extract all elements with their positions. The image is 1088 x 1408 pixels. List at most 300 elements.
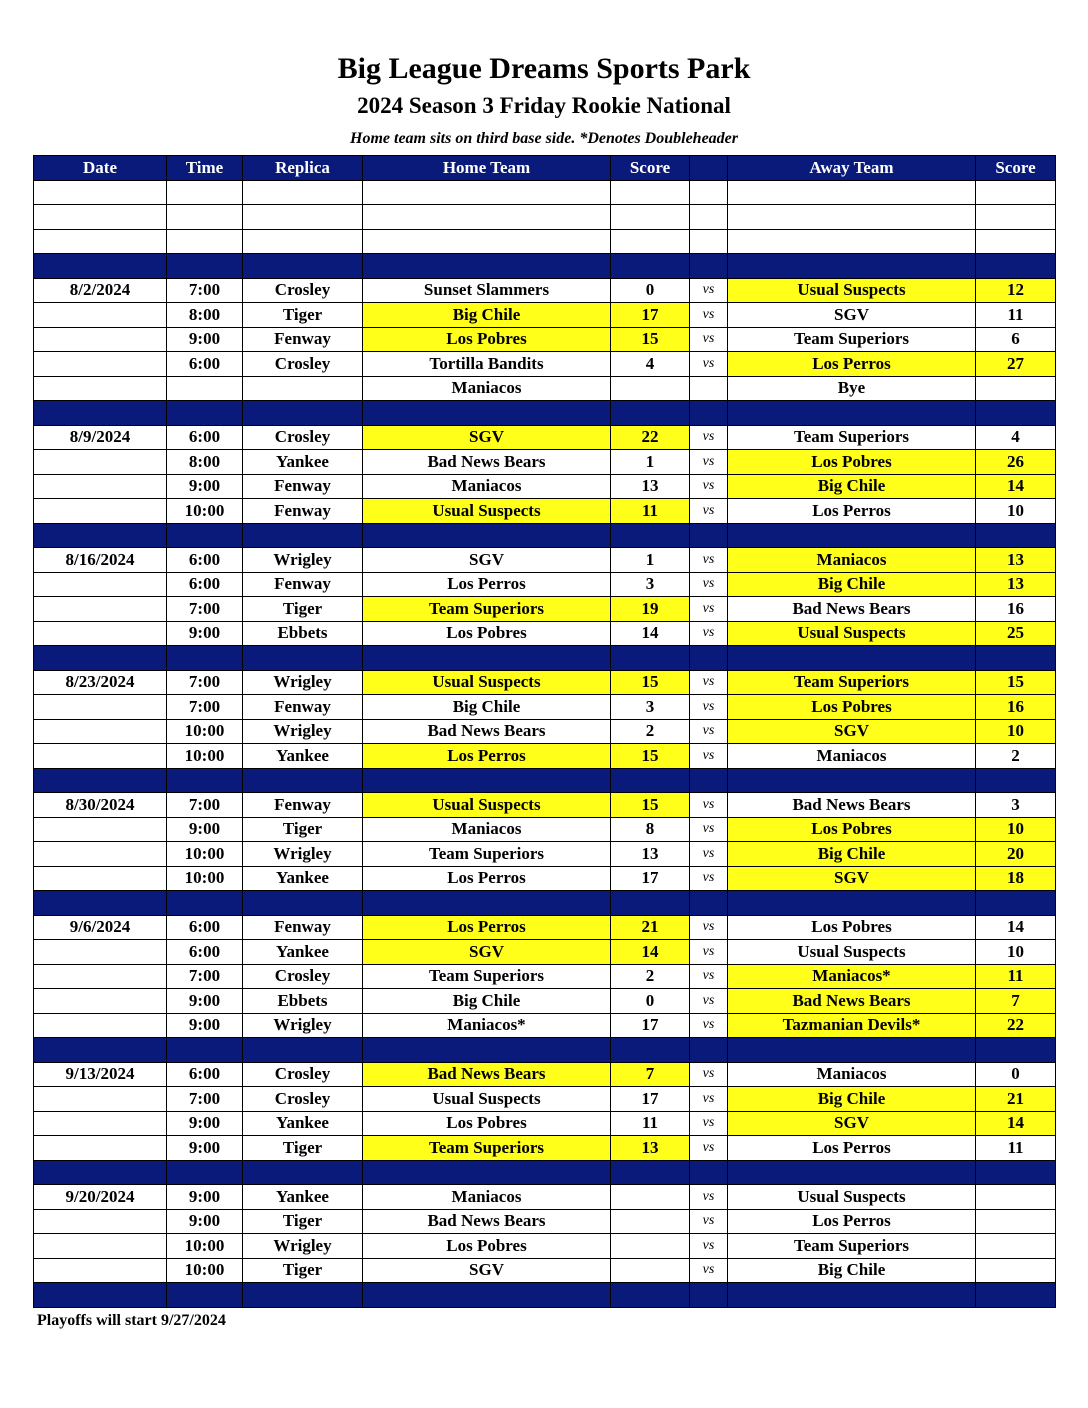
cell-home-team: Bad News Bears: [363, 1209, 611, 1234]
cell-home-team: Team Superiors: [363, 597, 611, 622]
cell-replica: Ebbets: [243, 989, 363, 1014]
separator-cell: [728, 523, 976, 548]
cell-replica: Yankee: [243, 1111, 363, 1136]
cell-date: [34, 474, 167, 499]
cell-date: 8/2/2024: [34, 278, 167, 303]
blank-cell: [363, 205, 611, 230]
separator-cell: [34, 523, 167, 548]
cell-home-score: [611, 1234, 690, 1259]
cell-away-score: 6: [976, 327, 1056, 352]
blank-cell: [243, 229, 363, 254]
cell-away-score: 10: [976, 940, 1056, 965]
cell-vs: [690, 376, 728, 401]
separator-cell: [363, 891, 611, 916]
cell-vs: vs: [690, 1185, 728, 1210]
cell-away-score: 2: [976, 744, 1056, 769]
cell-time: [167, 376, 243, 401]
game-row: [34, 793, 1056, 818]
separator-cell: [363, 1038, 611, 1063]
cell-date: [34, 376, 167, 401]
cell-away-team: Team Superiors: [728, 670, 976, 695]
cell-home-score: 15: [611, 327, 690, 352]
separator-cell: [611, 1038, 690, 1063]
game-row: [34, 1087, 1056, 1112]
col-date-header: Date: [34, 156, 167, 181]
cell-date: [34, 1209, 167, 1234]
cell-away-score: 12: [976, 278, 1056, 303]
cell-away-score: 11: [976, 1136, 1056, 1161]
game-row: [34, 719, 1056, 744]
cell-away-team: Bad News Bears: [728, 597, 976, 622]
cell-home-team: SGV: [363, 425, 611, 450]
cell-date: [34, 499, 167, 524]
cell-vs: vs: [690, 572, 728, 597]
separator-cell: [728, 401, 976, 426]
separator-cell: [976, 401, 1056, 426]
week-separator-row: [34, 1160, 1056, 1185]
cell-time: 9:00: [167, 1185, 243, 1210]
cell-away-team: Bad News Bears: [728, 793, 976, 818]
cell-replica: Fenway: [243, 915, 363, 940]
cell-vs: vs: [690, 1111, 728, 1136]
cell-time: 6:00: [167, 572, 243, 597]
separator-cell: [363, 1283, 611, 1308]
cell-time: 6:00: [167, 940, 243, 965]
col-time-header: Time: [167, 156, 243, 181]
separator-cell: [690, 1038, 728, 1063]
separator-cell: [976, 1160, 1056, 1185]
separator-cell: [363, 401, 611, 426]
cell-vs: vs: [690, 940, 728, 965]
cell-date: [34, 1087, 167, 1112]
cell-home-team: Usual Suspects: [363, 670, 611, 695]
game-row: [34, 499, 1056, 524]
cell-vs: vs: [690, 548, 728, 573]
game-row: [34, 1062, 1056, 1087]
separator-cell: [363, 768, 611, 793]
col-replica-header: Replica: [243, 156, 363, 181]
cell-time: 6:00: [167, 548, 243, 573]
cell-time: 7:00: [167, 670, 243, 695]
separator-cell: [690, 1283, 728, 1308]
separator-cell: [34, 254, 167, 279]
cell-time: 6:00: [167, 1062, 243, 1087]
blank-cell: [690, 229, 728, 254]
separator-cell: [34, 646, 167, 671]
game-row: [34, 670, 1056, 695]
cell-date: [34, 1111, 167, 1136]
game-row: [34, 597, 1056, 622]
cell-home-team: Big Chile: [363, 989, 611, 1014]
cell-time: 6:00: [167, 915, 243, 940]
cell-vs: vs: [690, 621, 728, 646]
cell-replica: Wrigley: [243, 719, 363, 744]
cell-replica: Crosley: [243, 1087, 363, 1112]
cell-replica: Tiger: [243, 1136, 363, 1161]
cell-away-team: Maniacos*: [728, 964, 976, 989]
cell-date: [34, 572, 167, 597]
game-row: [34, 1136, 1056, 1161]
cell-away-team: SGV: [728, 719, 976, 744]
cell-away-score: 10: [976, 719, 1056, 744]
cell-vs: vs: [690, 964, 728, 989]
cell-home-team: Maniacos: [363, 376, 611, 401]
cell-date: [34, 352, 167, 377]
cell-away-score: 14: [976, 1111, 1056, 1136]
cell-home-team: Bad News Bears: [363, 1062, 611, 1087]
separator-cell: [167, 401, 243, 426]
cell-date: [34, 866, 167, 891]
schedule-note: Home team sits on third base side. *Denotes Doubleheader: [350, 130, 738, 147]
separator-cell: [167, 523, 243, 548]
cell-replica: Fenway: [243, 793, 363, 818]
cell-away-score: 13: [976, 572, 1056, 597]
cell-replica: Tiger: [243, 303, 363, 328]
week-separator-row: [34, 523, 1056, 548]
cell-home-score: 17: [611, 303, 690, 328]
separator-cell: [728, 1283, 976, 1308]
page-subtitle: 2024 Season 3 Friday Rookie National: [357, 93, 731, 118]
cell-home-score: 13: [611, 1136, 690, 1161]
page-title: Big League Dreams Sports Park: [337, 52, 751, 85]
game-row: [34, 989, 1056, 1014]
cell-replica: Yankee: [243, 940, 363, 965]
cell-time: 7:00: [167, 793, 243, 818]
cell-vs: vs: [690, 915, 728, 940]
cell-vs: vs: [690, 866, 728, 891]
cell-time: 7:00: [167, 278, 243, 303]
cell-replica: Wrigley: [243, 1234, 363, 1259]
cell-vs: vs: [690, 474, 728, 499]
separator-cell: [167, 1038, 243, 1063]
cell-replica: Tiger: [243, 817, 363, 842]
game-row: [34, 915, 1056, 940]
separator-cell: [167, 768, 243, 793]
blank-cell: [167, 180, 243, 205]
separator-cell: [243, 523, 363, 548]
cell-away-team: Usual Suspects: [728, 278, 976, 303]
game-row: [34, 842, 1056, 867]
cell-vs: vs: [690, 1013, 728, 1038]
cell-time: 9:00: [167, 1136, 243, 1161]
separator-cell: [243, 254, 363, 279]
blank-cell: [728, 229, 976, 254]
cell-away-score: 16: [976, 695, 1056, 720]
cell-away-team: Team Superiors: [728, 327, 976, 352]
cell-away-score: 18: [976, 866, 1056, 891]
blank-cell: [243, 180, 363, 205]
cell-home-team: Maniacos: [363, 474, 611, 499]
separator-cell: [690, 768, 728, 793]
blank-cell: [167, 229, 243, 254]
cell-home-score: 8: [611, 817, 690, 842]
cell-away-team: Los Pobres: [728, 817, 976, 842]
cell-vs: vs: [690, 1258, 728, 1283]
separator-cell: [728, 1160, 976, 1185]
cell-away-score: [976, 1209, 1056, 1234]
cell-away-score: 27: [976, 352, 1056, 377]
cell-home-team: Los Perros: [363, 572, 611, 597]
cell-home-score: 15: [611, 670, 690, 695]
cell-away-score: 7: [976, 989, 1056, 1014]
separator-cell: [167, 1160, 243, 1185]
game-row: [34, 450, 1056, 475]
cell-home-team: Team Superiors: [363, 964, 611, 989]
cell-away-team: Maniacos: [728, 548, 976, 573]
cell-home-team: Usual Suspects: [363, 793, 611, 818]
schedule-table: [33, 155, 1056, 1308]
cell-replica: Crosley: [243, 352, 363, 377]
cell-date: 8/30/2024: [34, 793, 167, 818]
cell-vs: vs: [690, 597, 728, 622]
separator-cell: [34, 891, 167, 916]
game-row: [34, 940, 1056, 965]
separator-cell: [690, 523, 728, 548]
game-row: [34, 817, 1056, 842]
game-row: [34, 621, 1056, 646]
cell-away-team: Tazmanian Devils*: [728, 1013, 976, 1038]
cell-replica: Yankee: [243, 866, 363, 891]
cell-date: 8/16/2024: [34, 548, 167, 573]
cell-home-team: Maniacos*: [363, 1013, 611, 1038]
cell-home-score: 7: [611, 1062, 690, 1087]
week-separator-row: [34, 401, 1056, 426]
cell-time: 9:00: [167, 817, 243, 842]
cell-home-score: 4: [611, 352, 690, 377]
game-row: [34, 352, 1056, 377]
cell-home-score: 1: [611, 548, 690, 573]
cell-vs: vs: [690, 1234, 728, 1259]
cell-home-team: Team Superiors: [363, 1136, 611, 1161]
cell-time: 7:00: [167, 1087, 243, 1112]
game-row: [34, 744, 1056, 769]
game-row: [34, 1111, 1056, 1136]
cell-home-score: 14: [611, 621, 690, 646]
cell-away-score: 20: [976, 842, 1056, 867]
cell-home-score: 22: [611, 425, 690, 450]
cell-replica: Crosley: [243, 425, 363, 450]
separator-cell: [690, 254, 728, 279]
game-row: [34, 1234, 1056, 1259]
separator-cell: [34, 1038, 167, 1063]
separator-cell: [167, 646, 243, 671]
separator-cell: [728, 1038, 976, 1063]
blank-cell: [728, 205, 976, 230]
game-row: [34, 1013, 1056, 1038]
cell-date: [34, 940, 167, 965]
cell-away-team: Big Chile: [728, 1087, 976, 1112]
game-row: [34, 1209, 1056, 1234]
cell-home-score: 3: [611, 572, 690, 597]
cell-vs: vs: [690, 327, 728, 352]
separator-cell: [34, 1283, 167, 1308]
cell-home-score: 0: [611, 278, 690, 303]
separator-cell: [243, 1283, 363, 1308]
cell-home-score: 2: [611, 964, 690, 989]
cell-away-team: Los Perros: [728, 1136, 976, 1161]
cell-home-score: 11: [611, 1111, 690, 1136]
game-row: [34, 474, 1056, 499]
cell-away-team: Maniacos: [728, 744, 976, 769]
cell-date: [34, 1136, 167, 1161]
cell-away-team: Los Pobres: [728, 915, 976, 940]
game-row: [34, 866, 1056, 891]
cell-away-score: 14: [976, 915, 1056, 940]
cell-away-score: 3: [976, 793, 1056, 818]
cell-date: 8/9/2024: [34, 425, 167, 450]
cell-vs: vs: [690, 499, 728, 524]
blank-cell: [167, 205, 243, 230]
separator-cell: [690, 891, 728, 916]
cell-away-team: Los Perros: [728, 352, 976, 377]
separator-cell: [976, 768, 1056, 793]
cell-home-score: 3: [611, 695, 690, 720]
cell-vs: vs: [690, 352, 728, 377]
game-row: [34, 1258, 1056, 1283]
cell-home-score: [611, 1185, 690, 1210]
cell-date: [34, 1258, 167, 1283]
cell-vs: vs: [690, 744, 728, 769]
separator-cell: [243, 768, 363, 793]
cell-date: [34, 842, 167, 867]
cell-home-score: [611, 376, 690, 401]
col-home-team-header: Home Team: [363, 156, 611, 181]
cell-home-team: Los Perros: [363, 866, 611, 891]
cell-date: [34, 327, 167, 352]
separator-cell: [976, 523, 1056, 548]
cell-away-score: 4: [976, 425, 1056, 450]
cell-vs: vs: [690, 670, 728, 695]
cell-vs: vs: [690, 303, 728, 328]
separator-cell: [611, 646, 690, 671]
cell-away-score: 22: [976, 1013, 1056, 1038]
cell-home-team: Team Superiors: [363, 842, 611, 867]
cell-replica: Yankee: [243, 744, 363, 769]
week-separator-row: [34, 254, 1056, 279]
cell-away-team: SGV: [728, 303, 976, 328]
cell-home-team: Los Pobres: [363, 1111, 611, 1136]
blank-cell: [611, 180, 690, 205]
cell-home-score: 17: [611, 1013, 690, 1038]
playoffs-note: Playoffs will start 9/27/2024: [37, 1312, 226, 1329]
separator-cell: [728, 646, 976, 671]
cell-date: [34, 817, 167, 842]
cell-time: 9:00: [167, 1013, 243, 1038]
cell-replica: Yankee: [243, 450, 363, 475]
cell-date: 8/23/2024: [34, 670, 167, 695]
cell-vs: vs: [690, 1062, 728, 1087]
cell-replica: Wrigley: [243, 1013, 363, 1038]
cell-home-team: Los Perros: [363, 915, 611, 940]
cell-time: 8:00: [167, 450, 243, 475]
cell-date: [34, 450, 167, 475]
cell-away-score: 11: [976, 303, 1056, 328]
cell-vs: vs: [690, 817, 728, 842]
blank-row: [34, 205, 1056, 230]
cell-vs: vs: [690, 842, 728, 867]
separator-cell: [363, 523, 611, 548]
cell-home-score: 15: [611, 793, 690, 818]
game-row: [34, 376, 1056, 401]
blank-cell: [363, 229, 611, 254]
cell-date: 9/6/2024: [34, 915, 167, 940]
cell-home-team: Big Chile: [363, 695, 611, 720]
cell-date: [34, 621, 167, 646]
cell-away-team: Big Chile: [728, 1258, 976, 1283]
game-row: [34, 695, 1056, 720]
cell-vs: vs: [690, 1087, 728, 1112]
separator-cell: [976, 646, 1056, 671]
game-row: [34, 572, 1056, 597]
cell-vs: vs: [690, 425, 728, 450]
blank-row: [34, 229, 1056, 254]
cell-time: 7:00: [167, 695, 243, 720]
blank-cell: [976, 229, 1056, 254]
cell-date: [34, 303, 167, 328]
game-row: [34, 278, 1056, 303]
cell-home-team: Los Perros: [363, 744, 611, 769]
cell-vs: vs: [690, 793, 728, 818]
blank-cell: [690, 205, 728, 230]
cell-away-team: SGV: [728, 1111, 976, 1136]
separator-cell: [243, 401, 363, 426]
cell-away-team: Los Pobres: [728, 450, 976, 475]
cell-away-team: Team Superiors: [728, 425, 976, 450]
blank-cell: [243, 205, 363, 230]
cell-away-score: [976, 1185, 1056, 1210]
separator-cell: [363, 254, 611, 279]
cell-time: 7:00: [167, 964, 243, 989]
game-row: [34, 1185, 1056, 1210]
separator-cell: [167, 1283, 243, 1308]
cell-replica: Crosley: [243, 964, 363, 989]
cell-away-score: [976, 1258, 1056, 1283]
schedule-body: [34, 180, 1056, 1307]
cell-time: 9:00: [167, 621, 243, 646]
cell-replica: Tiger: [243, 1209, 363, 1234]
cell-date: [34, 989, 167, 1014]
cell-home-team: SGV: [363, 548, 611, 573]
blank-cell: [34, 229, 167, 254]
separator-cell: [611, 523, 690, 548]
cell-replica: [243, 376, 363, 401]
separator-cell: [243, 646, 363, 671]
cell-vs: vs: [690, 719, 728, 744]
blank-cell: [34, 180, 167, 205]
cell-time: 7:00: [167, 597, 243, 622]
cell-replica: Ebbets: [243, 621, 363, 646]
cell-home-score: 19: [611, 597, 690, 622]
cell-date: [34, 1013, 167, 1038]
separator-cell: [976, 254, 1056, 279]
cell-away-team: Bad News Bears: [728, 989, 976, 1014]
cell-replica: Crosley: [243, 1062, 363, 1087]
cell-time: 9:00: [167, 989, 243, 1014]
game-row: [34, 303, 1056, 328]
cell-home-team: Bad News Bears: [363, 719, 611, 744]
separator-cell: [363, 1160, 611, 1185]
table-header-row: [34, 156, 1056, 181]
cell-replica: Fenway: [243, 474, 363, 499]
cell-away-team: Big Chile: [728, 572, 976, 597]
cell-home-team: Usual Suspects: [363, 1087, 611, 1112]
cell-away-score: 0: [976, 1062, 1056, 1087]
cell-home-score: 15: [611, 744, 690, 769]
cell-home-team: Los Pobres: [363, 1234, 611, 1259]
col-away-score-header: Score: [976, 156, 1056, 181]
cell-time: 6:00: [167, 352, 243, 377]
cell-home-team: Bad News Bears: [363, 450, 611, 475]
